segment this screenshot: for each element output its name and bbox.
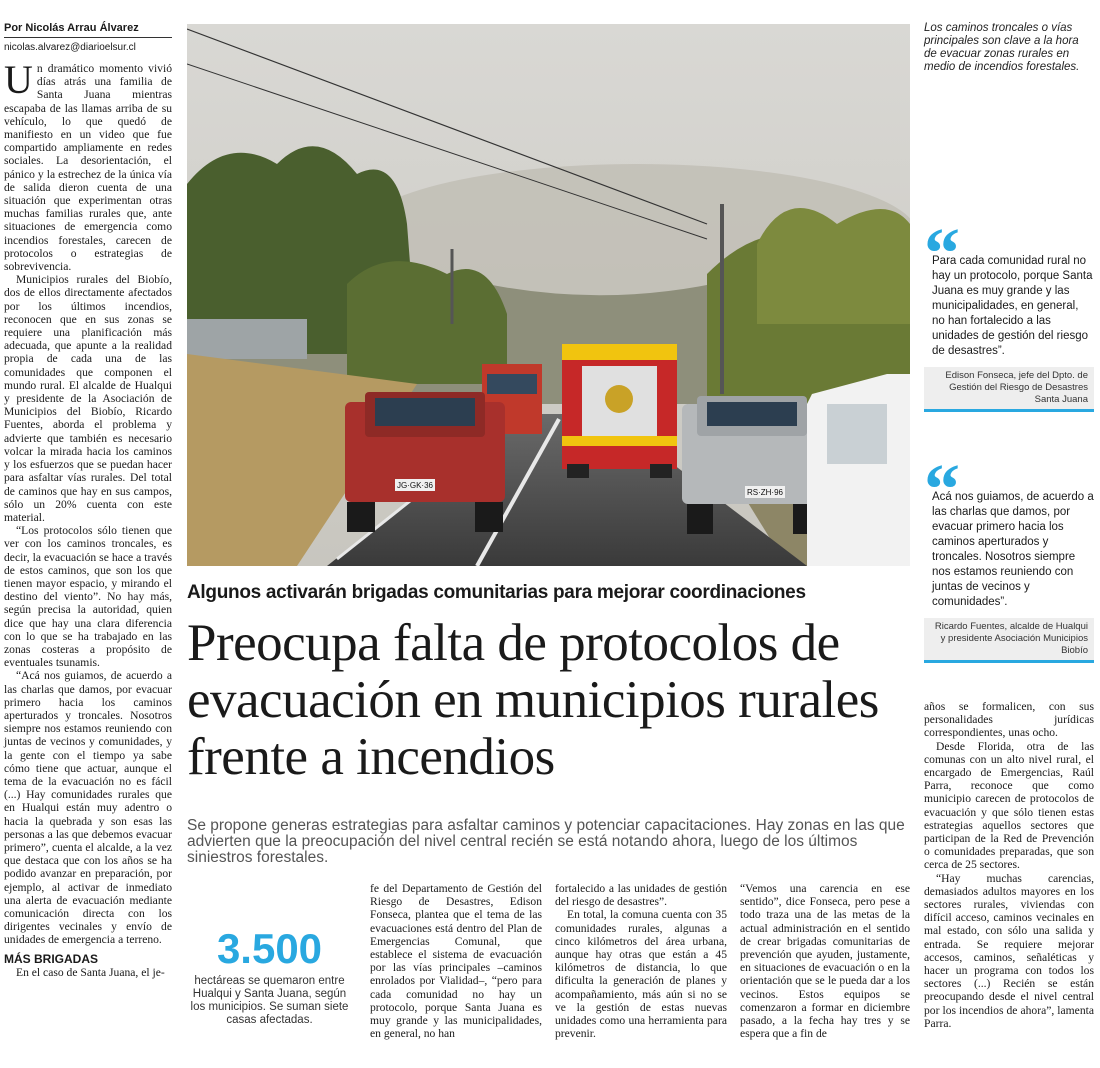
body-paragraph: “Los protocolos sólo tienen que ver con los caminos troncales, es decir, la evacuación se hace a través de estos caminos, que son los que tienen mayor espacio, y mirando el destino del viento”. No hay más, según precisa la autoridad, quien dice que hay una clara diferencia con lo que se ha trabajado en las zonas costeras a propósito de eventuales tsunamis.: [4, 524, 172, 670]
deck: Se propone generas estrategias para asfaltar caminos y potenciar capacitaciones. Hay zonas en las que advierten que la preocupación del nivel central recién se está notando ahora, luego de los últimos siniestros forestales.: [187, 817, 905, 866]
road-fire-trucks-illustration: [187, 24, 910, 566]
body-paragraph: Un dramático momento vivió días atrás una familia de Santa Juana mientras escapaba de las llamas arriba de su vehículo, lo que quedó de manifiesto en un video que fue compartido ampliamente en redes sociales. La desorientación, el pánico y la estrechez de la única vía de salida dieron cuenta de una situación que experimentan otras muchas familias rurales que, ante situaciones de emergencia como incendios forestales, carecen de protocolos o estrategias de sobrevivencia.: [4, 57, 172, 274]
photo-caption: Los caminos troncales o vías principales son clave a la hora de evacuar zonas rurales en medio de incendios forestales.: [924, 22, 1080, 73]
section-subhead: MÁS BRIGADAS: [4, 951, 99, 966]
byline-email: nicolas.alvarez@diarioelsur.cl: [4, 42, 136, 53]
stat-description: hectáreas se quemaron entre Hualqui y Santa Juana, según los municipios. Se suman siete casas afectadas.: [190, 975, 349, 1026]
license-plate-left: JG·GK·36: [396, 481, 434, 490]
license-plate-right: RS·ZH·96: [746, 488, 784, 497]
main-photo: [187, 24, 910, 566]
kicker: Algunos activarán brigadas comunitarias para mejorar coordinaciones: [187, 582, 806, 603]
quote-mark-icon: “: [924, 213, 960, 293]
body-paragraph: años se formalicen, con sus personalidades jurídicas correspondientes, unas ocho.: [924, 700, 1094, 740]
body-paragraph: Municipios rurales del Biobío, dos de ellos directamente afectados por los últimos incendios, reconocen que en sus zonas se requiere una planificación más adecuada, que apunte a la realidad propia de cada una de las comunidades que componen el mundo rural. El alcalde de Hualqui y presidente de la Asociación de Municipios del Biobío, Ricardo Fuentes, aborda el problema y advierte que también es necesario volcar la mirada hacia los caminos y los esfuerzos que se puedan hacer para asfaltar vías rurales. Del total de caminos que hay en sus campos, sólo un 20% cuenta con este material.: [4, 273, 172, 524]
body-paragraph: En total, la comuna cuenta con 35 comunidades rurales, algunas a cinco kilómetros del área urbana, aunque hay otras que están a 45 kilómetros de distancia, lo que dificulta la generación de planes y acompañamiento, más aún si no se ve la gestión de estas nuevas unidades como una herramienta para prevenir.: [555, 908, 727, 1041]
body-paragraph: “Acá nos guiamos, de acuerdo a las charlas que damos, por evacuar primero hacia los caminos aperturados y troncales. Nosotros siempre nos estamos reuniendo con juntas de vecinos y comunidades, y la gente con el tiempo ya sabe cómo tiene que actuar, aunque el tema de la evacuación no es fácil (...) Hay comunidades rurales que en Hualqui están muy adentro o hacia la quebrada y son esas las personas a las que debemos evacuar primero”, cuenta el alcalde, a la vez que destaca que con los años se ha podido avanzar en preparación, por ejemplo, al activar de inmediato una alerta de evacuación mediante comunicación directa con los dirigentes vecinales y envío de unidades de emergencia a terreno.: [4, 669, 172, 947]
stat-box: [187, 925, 352, 1027]
body-paragraph: “Hay muchas carencias, demasiados adultos mayores en los sectores rurales, viviendas con difícil acceso, caminos vecinales en mal estado, con sólo una salida y entrada. Se requiere mejorar accesos, caminos, señaléticas y hacer un programa con todos los sectores (...) Recién se están preocupando desde el nivel central por los incendios de ahora”, lamenta Parra.: [924, 871, 1094, 1030]
body-paragraph: En el caso de Santa Juana, el je-: [16, 965, 165, 979]
quote-text: Acá nos guiamos, de acuerdo a las charlas que damos, por evacuar primero hacia los caminos aperturados y troncales. Nosotros siempre nos estamos reuniendo con juntas de vecinos y comunidades”.: [932, 491, 1094, 608]
pull-quote-2: [924, 449, 1094, 663]
byline-author: Por Nicolás Arrau Álvarez: [4, 22, 172, 38]
body-paragraph: Desde Florida, otra de las comunas con un alto nivel rural, el encargado de Emergencias, Raúl Parra, reconoce que como municipio carecen de protocolos de evacuación y que sólo tienen estas estrategias aquellos sectores que participan de la Red de Prevención o comunidades preparadas, que son cerca de 25 sectores.: [924, 739, 1094, 872]
dropcap: U: [4, 57, 33, 102]
quote-mark-icon: “: [924, 449, 960, 529]
headline: Preocupa falta de protocolos de evacuación en municipios rurales frente a incendios: [187, 614, 879, 786]
stat-number: 3.500: [216, 925, 323, 972]
body-column-2: [370, 882, 542, 1040]
quote-source: Ricardo Fuentes, alcalde de Hualqui y presidente Asociación Municipios Biobío: [924, 618, 1094, 663]
body-column-4: [740, 882, 910, 1040]
pull-quote-1: [924, 213, 1094, 412]
quote-source: Edison Fonseca, jefe del Dpto. de Gestión del Riesgo de Desastres Santa Juana: [924, 367, 1094, 412]
byline: [4, 22, 172, 53]
body-paragraph: fortalecido a las unidades de gestión del riesgo de desastres”.: [555, 882, 727, 909]
quote-text: Para cada comunidad rural no hay un protocolo, porque Santa Juana es muy grande y las municipalidades, en general, no han fortalecido a las unidades de gestión del riesgo de desastres”.: [932, 255, 1093, 357]
body-column-3: [555, 882, 727, 1040]
body-paragraph: fe del Departamento de Gestión del Riesgo de Desastres, Edison Fonseca, plantea que el tema de las evacuaciones está dentro del Plan de Emergencias Comunal, que establece el sistema de evacuación por las vías principales –caminos enrolados por Vialidad–, “pero para cada comunidad no hay un protocolo, porque Santa Juana es muy grande y las municipalidades, en general, no han: [370, 882, 542, 1041]
body-paragraph: “Vemos una carencia en ese sentido”, dice Fonseca, pero pese a todo traza una de las metas de la actual administración en el sentido de crear brigadas comunitarias de prevención que ayuden, justamente, en situaciones de evacuación o en la orientación que se le pueda dar a los vecinos. Estos equipos se comenzaron a formar en diciembre pasado, a la fecha hay tres y se espera que a fin de: [740, 882, 910, 1041]
body-column-5: [924, 700, 1094, 1030]
body-column-1: [4, 57, 172, 979]
